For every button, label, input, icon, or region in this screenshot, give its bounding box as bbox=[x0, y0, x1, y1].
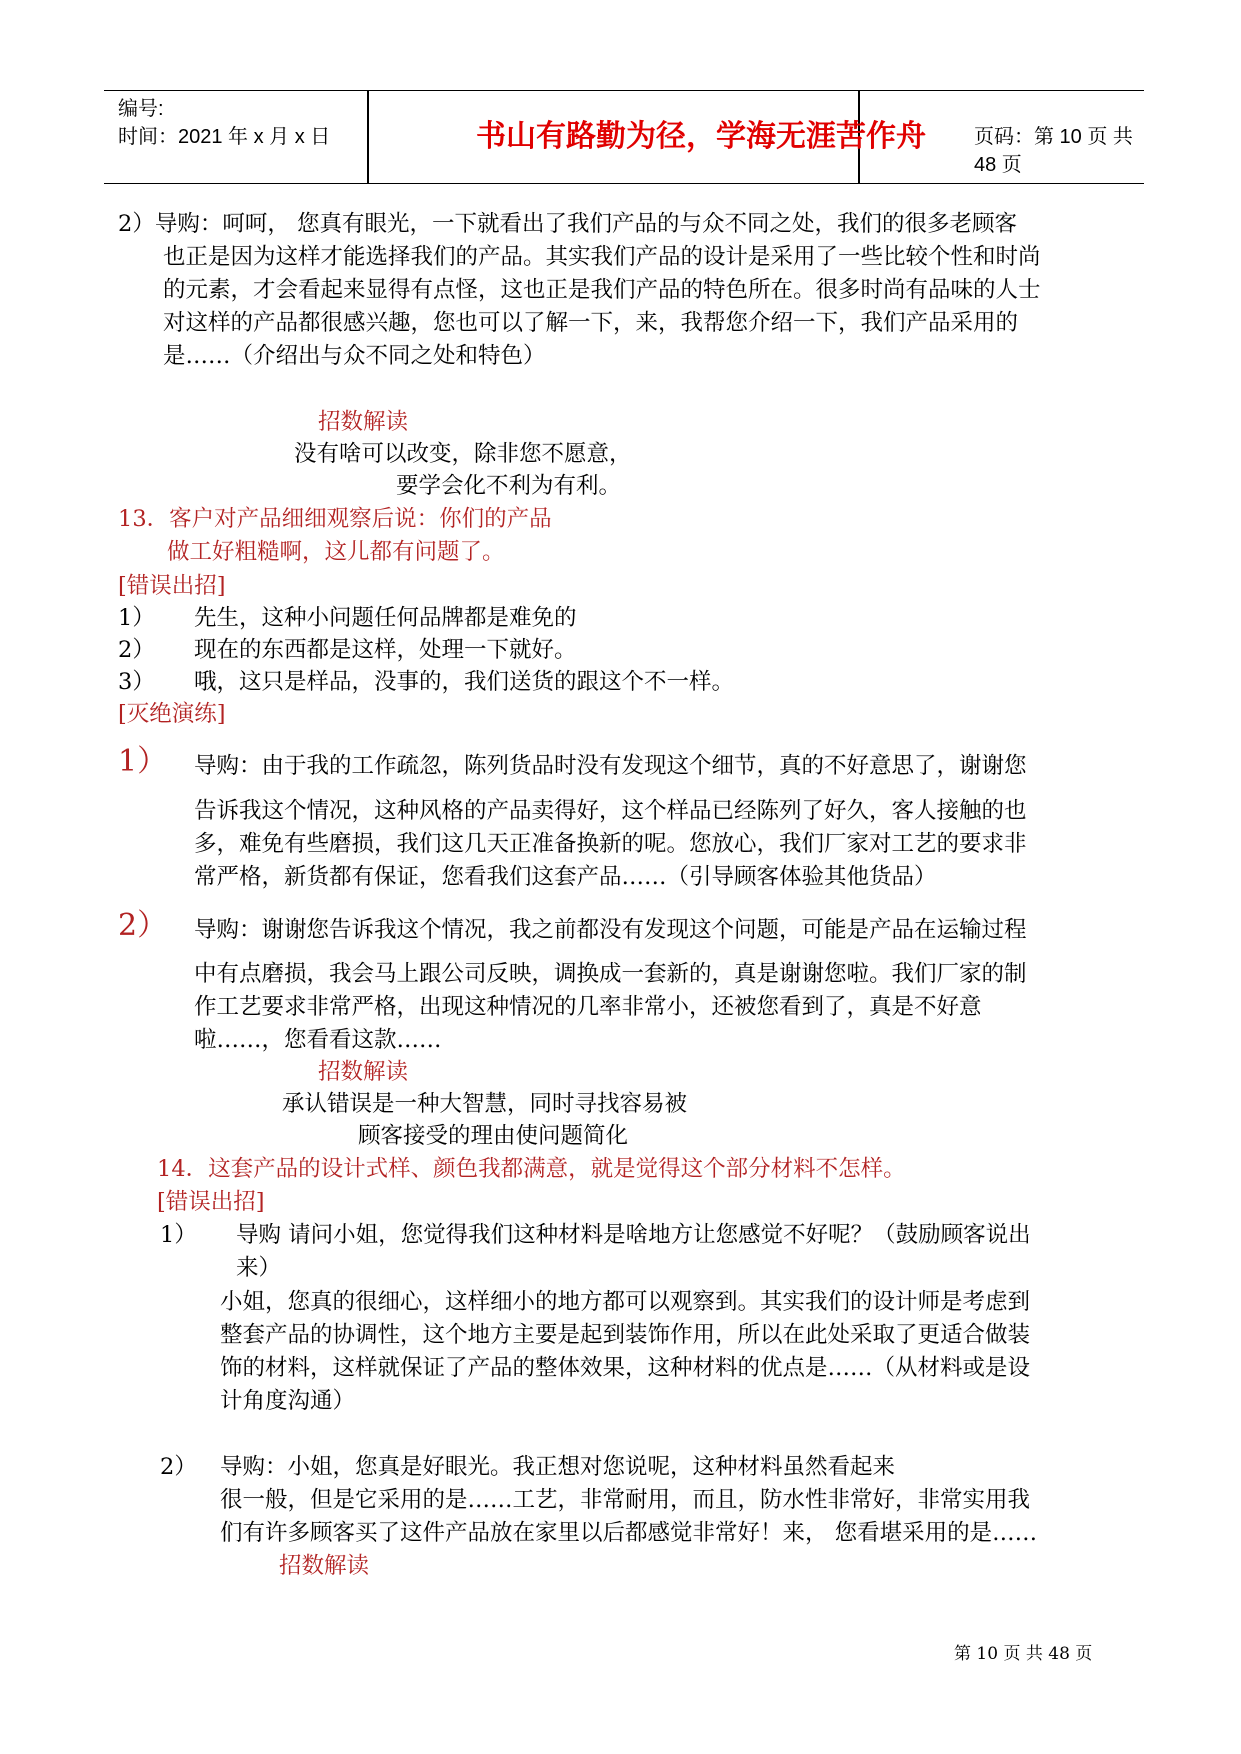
subsection-label: [错误出招] bbox=[157, 1189, 265, 1215]
document-number-label: 编号: bbox=[118, 98, 164, 120]
body-line: 告诉我这个情况，这种风格的产品卖得好，这个样品已经陈列了好久，客人接触的也 bbox=[194, 798, 1027, 824]
section-heading: 13．客户对产品细细观察后说：你们的产品 bbox=[118, 506, 552, 532]
body-line: 导购：小姐，您真是好眼光。我正想对您说呢，这种材料虽然看起来 bbox=[220, 1454, 896, 1480]
body-line: 导购 请问小姐，您觉得我们这种材料是啥地方让您感觉不好呢？（鼓励顾客说出 bbox=[236, 1222, 1031, 1248]
header-page-info: 页码：第 10 页 共 48 页 bbox=[974, 126, 1133, 176]
header-meta bbox=[118, 95, 330, 151]
body-line: 很一般，但是它采用的是……工艺，非常耐用，而且，防水性非常好，非常实用我 bbox=[220, 1487, 1031, 1513]
body-line: 中有点磨损，我会马上跟公司反映，调换成一套新的，真是谢谢您啦。我们厂家的制 bbox=[194, 961, 1027, 987]
section-heading: 做工好粗糙啊，这儿都有问题了。 bbox=[167, 539, 505, 565]
body-line: 也正是因为这样才能选择我们的产品。其实我们产品的设计是采用了一些比较个性和时尚 bbox=[163, 244, 1041, 270]
body-line: 们有许多顾客买了这件产品放在家里以后都感觉非常好！来， 您看堪采用的是…… bbox=[220, 1520, 1038, 1546]
page-footer: 第 10 页 共 48 页 bbox=[954, 1644, 1093, 1664]
subsection-label: [错误出招] bbox=[118, 573, 226, 599]
page-header bbox=[104, 90, 1144, 184]
body-line: 对这样的产品都很感兴趣，您也可以了解一下，来，我帮您介绍一下，我们产品采用的 bbox=[163, 310, 1019, 336]
body-line: 计角度沟通） bbox=[220, 1388, 356, 1414]
list-item: 先生，这种小问题任何品牌都是难免的 bbox=[194, 605, 577, 631]
tip-heading: 招数解读 bbox=[318, 409, 409, 435]
body-line: 小姐，您真的很细心，这样细小的地方都可以观察到。其实我们的设计师是考虑到 bbox=[220, 1289, 1031, 1315]
body-line: 导购：谢谢您告诉我这个情况，我之前都没有发现这个问题，可能是产品在运输过程 bbox=[194, 917, 1027, 943]
body-line: 来） bbox=[236, 1255, 282, 1281]
body-line: 整套产品的协调性，这个地方主要是起到装饰作用，所以在此处采取了更适合做装 bbox=[220, 1322, 1031, 1348]
list-number: 2） bbox=[160, 1454, 197, 1480]
list-number: 3） bbox=[118, 669, 155, 695]
body-line: 的元素，才会看起来显得有点怪，这也正是我们产品的特色所在。很多时尚有品味的人士 bbox=[163, 277, 1041, 303]
body-line: 饰的材料，这样就保证了产品的整体效果，这种材料的优点是……（从材料或是设 bbox=[220, 1355, 1031, 1381]
list-number: 1） bbox=[118, 605, 155, 631]
body-line: 是……（介绍出与众不同之处和特色） bbox=[163, 343, 546, 369]
tip-heading: 招数解读 bbox=[279, 1553, 370, 1579]
body-line: 作工艺要求非常严格，出现这种情况的几率非常小，还被您看到了，真是不好意 bbox=[194, 994, 982, 1020]
tip-line: 顾客接受的理由使问题简化 bbox=[358, 1123, 629, 1149]
body-line: 常严格，新货都有保证，您看我们这套产品……（引导顾客体验其他货品） bbox=[194, 864, 937, 890]
body-line: 多，难免有些磨损，我们这几天正准备换新的呢。您放心，我们厂家对工艺的要求非 bbox=[194, 831, 1027, 857]
list-number: 1） bbox=[160, 1222, 197, 1248]
body-line: 导购：由于我的工作疏忽，陈列货品时没有发现这个细节，真的不好意思了，谢谢您 bbox=[194, 753, 1027, 779]
subsection-label: [灭绝演练] bbox=[118, 701, 226, 727]
body-line: 啦……，您看看这款…… bbox=[194, 1027, 442, 1053]
header-motto: 书山有路勤为径，学海无涯苦作舟 bbox=[476, 119, 926, 154]
list-item: 现在的东西都是这样，处理一下就好。 bbox=[194, 637, 577, 663]
list-number: 1） bbox=[118, 744, 168, 779]
tip-line: 承认错误是一种大智慧，同时寻找容易被 bbox=[282, 1091, 688, 1117]
tip-heading: 招数解读 bbox=[318, 1059, 409, 1085]
tip-line: 没有啥可以改变，除非您不愿意， bbox=[294, 441, 632, 467]
header-divider bbox=[367, 91, 369, 183]
list-number: 2） bbox=[118, 637, 155, 663]
tip-line: 要学会化不利为有利。 bbox=[396, 473, 622, 499]
document-date: 时间：2021 年 x 月 x 日 bbox=[118, 126, 331, 148]
list-item: 哦，这只是样品，没事的，我们送货的跟这个不一样。 bbox=[194, 669, 735, 695]
section-heading: 14．这套产品的设计式样、颜色我都满意，就是觉得这个部分材料不怎样。 bbox=[157, 1156, 906, 1182]
list-number: 2） bbox=[118, 908, 168, 943]
body-line: 2）导购：呵呵， 您真有眼光，一下就看出了我们产品的与众不同之处，我们的很多老顾客 bbox=[118, 211, 1017, 237]
